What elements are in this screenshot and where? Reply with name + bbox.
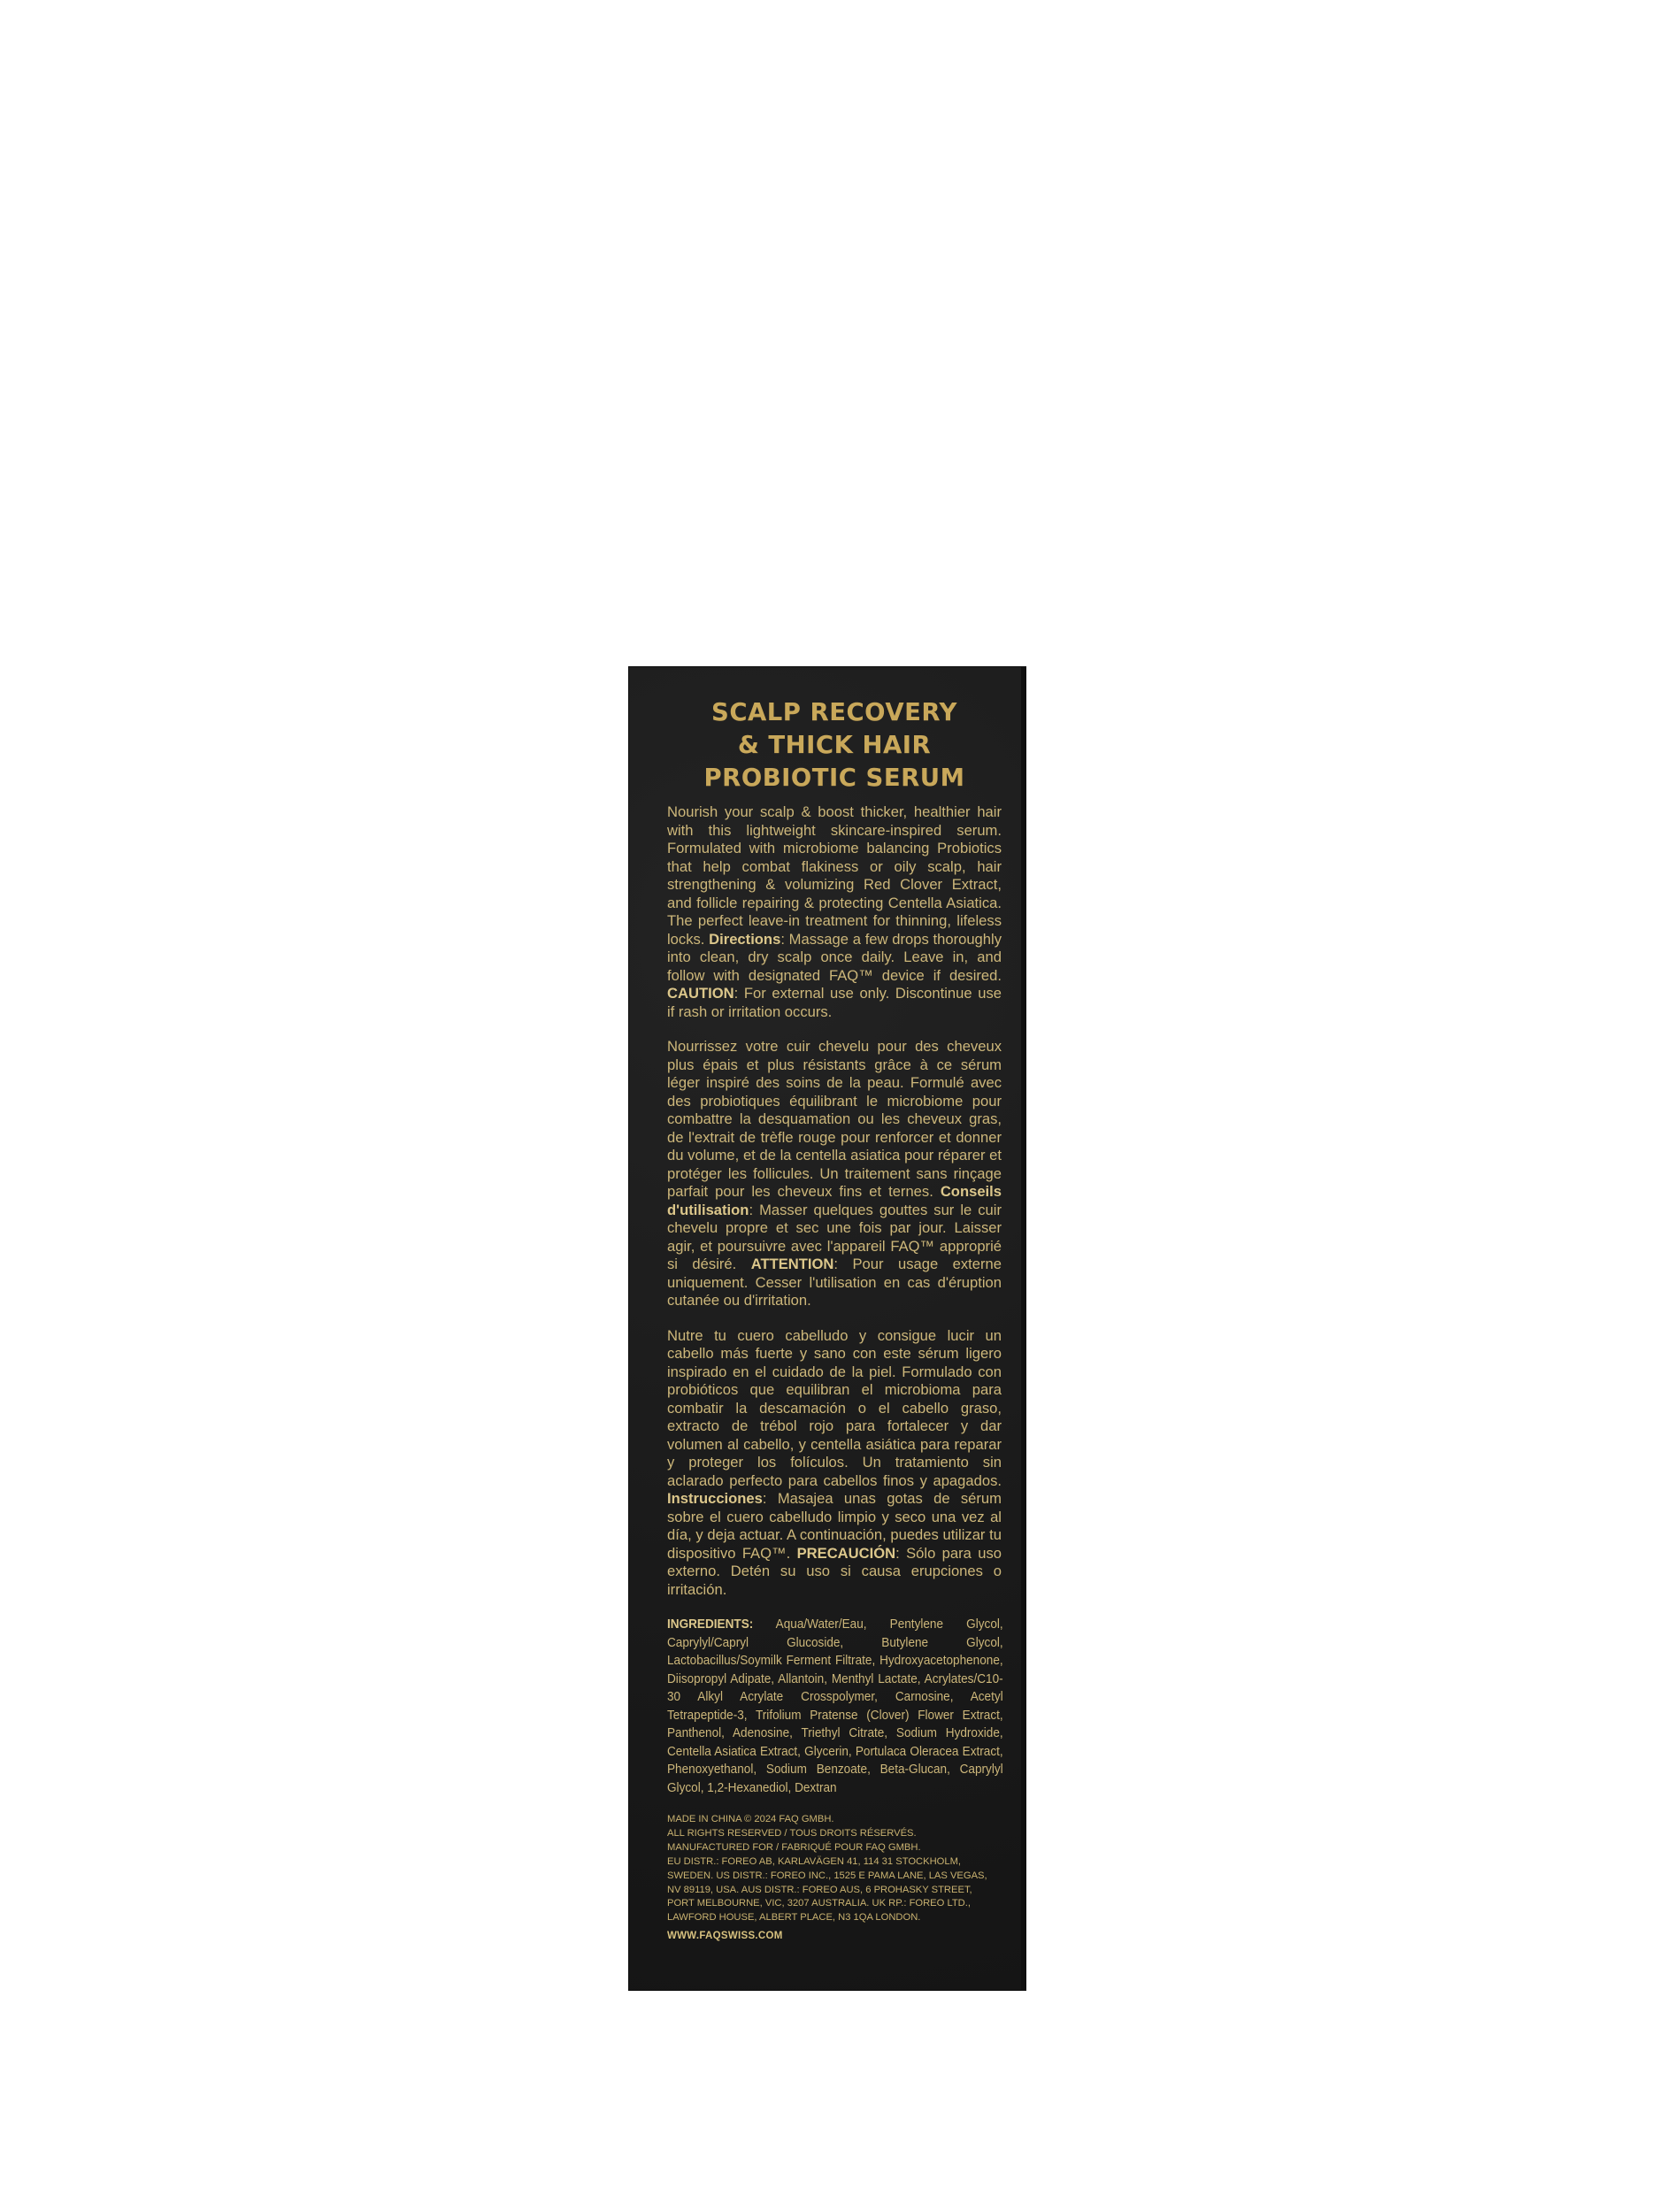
spanish-caution-text: : Sólo para uso externo. Detén su uso si causa erupciones o irritación. (667, 1544, 1002, 1598)
description-spanish (667, 1327, 1002, 1600)
french-directions-label: Conseils d'utilisation (667, 1183, 1002, 1218)
legal-line: EU DISTR.: FOREO AB, KARLAVÄGEN 41, 114 31 STOCKHOLM, (667, 1855, 962, 1867)
legal-line: ALL RIGHTS RESERVED / TOUS DROITS RÉSERVÉS. (667, 1827, 917, 1839)
spanish-caution-label: PRECAUCIÓN (796, 1544, 896, 1562)
english-caution-label: CAUTION (667, 985, 734, 1002)
french-caution-label: ATTENTION (750, 1256, 834, 1272)
legal-line: NV 89119, USA. AUS DISTR.: FOREO AUS, 6 PROHASKY STREET, (667, 1884, 972, 1895)
title-line-2: & THICK HAIR (737, 731, 932, 759)
legal-line: SWEDEN. US DISTR.: FOREO INC., 1525 E PAMA LANE, LAS VEGAS, (667, 1870, 987, 1881)
product-title (667, 696, 1002, 795)
legal-line: LAWFORD HOUSE, ALBERT PLACE, N3 1QA LONDON. (667, 1912, 921, 1924)
french-intro: Nourrissez votre cuir chevelu pour des cheveux plus épais et plus résistants grâce à ce sérum léger inspiré des soins de la peau. Formulé avec des probiotiques équilibrant le microbiome pour combattre la desquamation ou les cheveux gras, de l'extrait de trèfle rouge pour renforcer et donner du volume, et de la centella asiatica pour réparer et protéger les follicules. Un traitement sans rinçage parfait pour les cheveux fins et ternes. (667, 1038, 1002, 1200)
english-intro: Nourish your scalp & boost thicker, healthier hair with this lightweight skincare-inspired serum. Formulated with microbiome balancing Probiotics that help combat flakiness or oily scalp, hair strengthening & volumizing Red Clover Extract, and follicle repairing & protecting Centella Asiatica. The perfect leave-in treatment for thinning, lifeless locks. (667, 803, 1002, 948)
product-box-back-panel (628, 666, 1026, 1991)
english-caution-text: : For external use only. Discontinue use if rash or irritation occurs. (667, 985, 1002, 1020)
description-english (667, 803, 1002, 1021)
ingredients-text: Aqua/Water/Eau, Pentylene Glycol, Caprylyl/Capryl Glucoside, Butylene Glycol, Lactobacillus/Soymilk Ferment Filtrate, Hydroxyacetophenone, Diisopropyl Adipate, Allantoin, Menthyl Lactate, Acrylates/C10-30 Alkyl Acrylate Crosspolymer, Carnosine, Acetyl Tetrapeptide-3, Trifolium Pratense (Clover) Flower Extract, Panthenol, Adenosine, Triethyl Citrate, Sodium Hydroxide, Centella Asiatica Extract, Glycerin, Portulaca Oleracea Extract, Phenoxyethanol, Sodium Benzoate, Beta-Glucan, Caprylyl Glycol, 1,2-Hexanediol, Dextran (667, 1617, 1003, 1795)
description-french (667, 1038, 1002, 1310)
legal-line: MADE IN CHINA © 2024 FAQ GMBH. (667, 1814, 834, 1824)
legal-line: MANUFACTURED FOR / FABRIQUÉ POUR FAQ GMBH. (667, 1841, 921, 1853)
ingredients-label: INGREDIENTS: (667, 1617, 754, 1632)
ingredients-list (667, 1616, 1003, 1797)
legal-line: PORT MELBOURNE, VIC, 3207 AUSTRALIA. UK RP.: FOREO LTD., (667, 1898, 971, 1909)
title-line-1: SCALP RECOVERY (711, 698, 957, 726)
french-directions-text: : Masser quelques gouttes sur le cuir chevelu propre et sec une fois par jour. Laisser agir, et poursuivre avec l'appareil FAQ™ approprié si désiré. (667, 1201, 1002, 1272)
spanish-intro: Nutre tu cuero cabelludo y consigue lucir un cabello más fuerte y sano con este sérum ligero inspirado en el cuidado de la piel. Formulado con probióticos que equilibran el microbioma para combatir la descamación o el cabello graso, extracto de trébol rojo para fortalecer y dar volumen al cabello, y centella asiática para reparar y proteger los folículos. Un tratamiento sin aclarado perfecto para cabellos finos y apagados. (667, 1326, 1002, 1489)
french-caution-text: : Pour usage externe uniquement. Cesser l'utilisation en cas d'éruption cutanée ou d'irritation. (667, 1256, 1002, 1309)
english-directions-text: : Massage a few drops thoroughly into clean, dry scalp once daily. Leave in, and follow with designated FAQ™ device if desired. (667, 930, 1002, 984)
website-url: WWW.FAQSWISS.COM (667, 1931, 783, 1942)
spanish-directions-text: : Masajea unas gotas de sérum sobre el cuero cabelludo limpio y seco una vez al día, y deja actuar. A continuación, puedes utilizar tu dispositivo FAQ™. (667, 1490, 1002, 1562)
title-line-3: PROBIOTIC SERUM (703, 764, 965, 792)
spanish-directions-label: Instrucciones (667, 1490, 763, 1507)
legal-notice (667, 1813, 1002, 1925)
english-directions-label: Directions (709, 930, 781, 948)
